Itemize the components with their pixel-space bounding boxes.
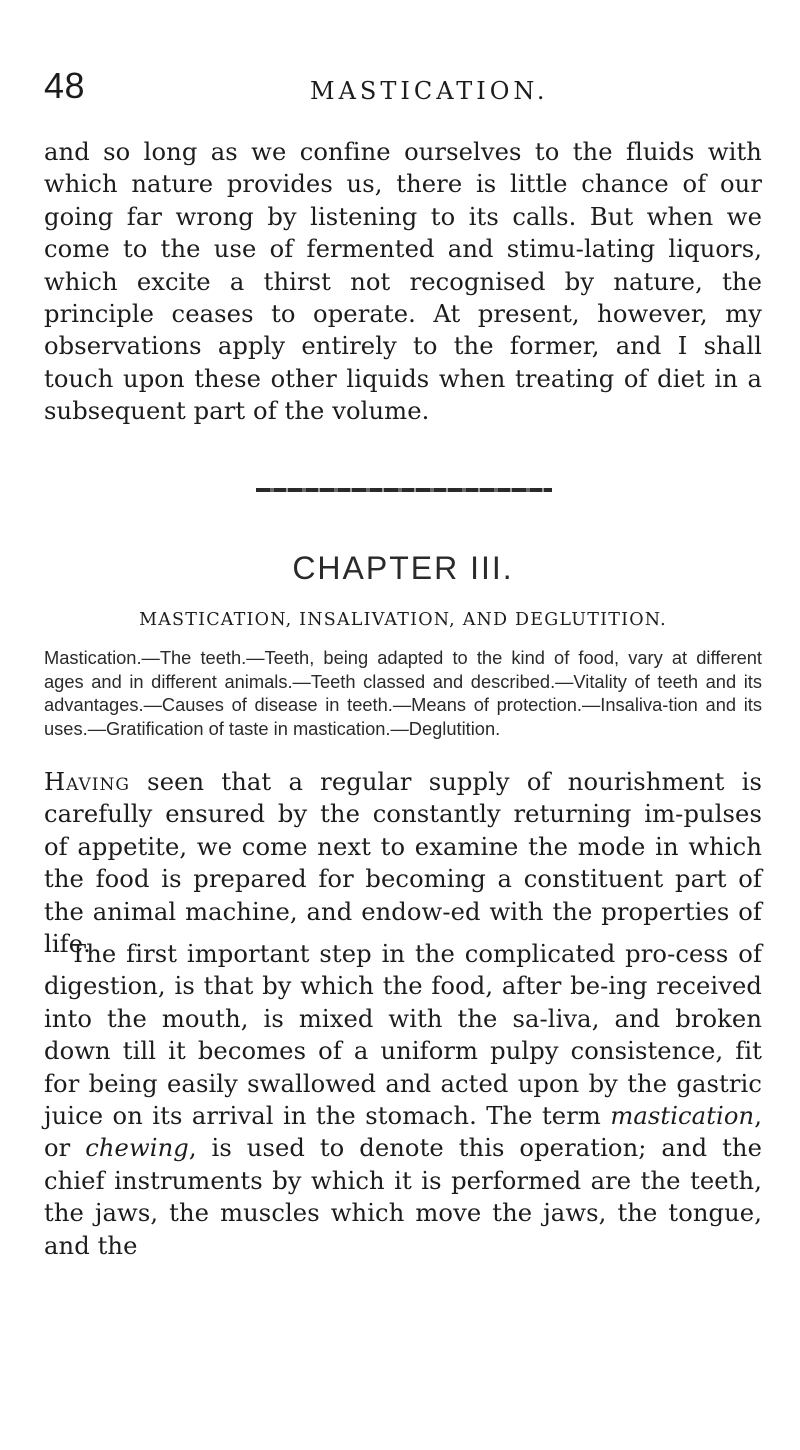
continuation-paragraph: and so long as we confine ourselves to the fluids with which nature provides us, there is little chance of our going far wrong by listening to its calls. But when we come to the use of fermented and stimu-lating liquors, which excite a thirst not recognised by nature, the principle ceases to operate. At present, however, my observations apply entirely to the former, and I shall touch upon these other liquids when treating of diet in a subsequent part of the volume. bbox=[44, 138, 762, 426]
page-number: 48 bbox=[44, 65, 86, 106]
chapter-subtitle: MASTICATION, INSALIVATION, AND DEGLUTITION. bbox=[139, 610, 667, 630]
page-header bbox=[44, 64, 762, 114]
opening-paragraph-text: seen that a regular supply of nourishment is carefully ensured by the constantly returning im-pulses of appetite, we come next to examine the mode in which the food is prepared for becoming a constituent part of the animal machine, and endow-ed with the properties of life. bbox=[44, 768, 762, 959]
chapter-title: CHAPTER III. bbox=[292, 550, 514, 586]
term-mastication: mastication bbox=[610, 1102, 755, 1131]
second-paragraph bbox=[44, 938, 762, 1262]
second-paragraph-end: , is used to denote this operation; and the chief instruments by which it is performed are the teeth, the jaws, the muscles which move the jaws, the tongue, and the bbox=[44, 1134, 762, 1260]
opening-word: Having bbox=[44, 768, 130, 796]
opening-paragraph bbox=[44, 766, 762, 960]
second-paragraph-start: The first important step in the complicated pro-cess of digestion, is that by which the food, after be-ing received into the mouth, is mixed with the sa-liva, and broken down till it becomes of a uniform pulpy consistence, fit for being easily swallowed and acted upon by the gastric juice on its arrival in the stomach. The term bbox=[44, 940, 762, 1131]
book-page bbox=[44, 0, 762, 1450]
term-connector: , or bbox=[44, 1102, 762, 1163]
term-chewing: chewing bbox=[85, 1134, 189, 1163]
chapter-synopsis: Mastication.—The teeth.—Teeth, being adapted to the kind of food, vary at different ages and in different animals.—Teeth classed and described.—Vitality of teeth and its advantages.—Causes of disease in teeth.—Means of protection.—Insaliva-tion and its uses.—Gratification of taste in mastication.—Deglutition. bbox=[44, 647, 762, 739]
running-head: MASTICATION. bbox=[310, 77, 549, 105]
chapter-divider-rule bbox=[256, 488, 552, 492]
